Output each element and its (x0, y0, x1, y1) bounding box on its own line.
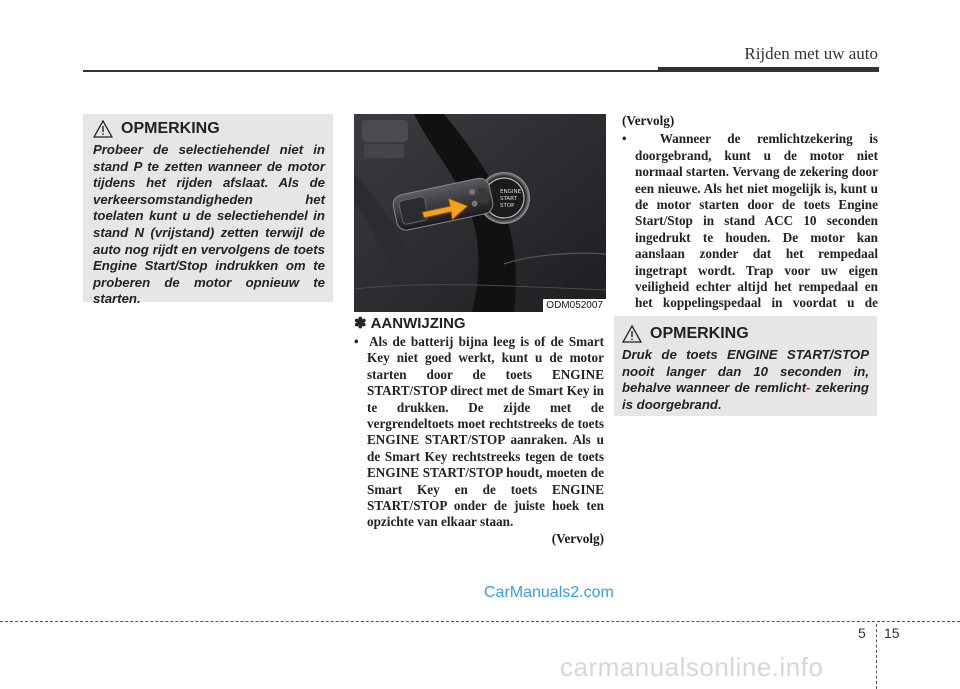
bullet-mark: • (622, 131, 627, 147)
warning-triangle-icon (93, 120, 113, 138)
aanwijzing-section (354, 312, 604, 547)
notice-header (622, 325, 869, 343)
bullet-mark: • (354, 334, 359, 349)
notice-body-a: Druk de toets ENGINE START/STOP nooit langer dan 10 seconden in, behalve wanneer de remlicht (622, 347, 869, 396)
column-3 (622, 113, 878, 328)
watermark-carmanuals2[interactable]: CarManuals2.com (484, 584, 614, 601)
col3-bullet (622, 131, 878, 328)
aanwijzing-header (354, 314, 604, 332)
notice-box-1 (83, 114, 333, 307)
hyphen-mark: - (806, 380, 811, 396)
warning-triangle-icon (622, 325, 642, 343)
page-number: 15 (884, 625, 900, 641)
col3-text: Wanneer de remlichtzekering is doorgebrand, kunt u de motor niet normaal starten. Vervang de zekering door een nieuwe. Als het niet mogelijk is, kunt u de motor starten door de toets Engine Start/Stop in stand ACC 10 seconden ingedrukt te houden. De motor kan aanslaan zonder dat het rempedaal ingetrapt wordt. Trap voor uw eigen veiligheid echter altijd het rempedaal en het koppelingspedaal in voordat u de (635, 131, 878, 311)
footer-rule (0, 621, 960, 622)
notice-header (93, 120, 325, 138)
aanwijzing-text: Als de batterij bijna leeg is of de Smart Key niet goed werkt, kunt u de motor starten door de toets ENGINE START/STOP direct met de Smart Key in te drukken. De zijde met de vergrendeltoets moet rechtstreeks de toets ENGINE START/STOP aanraken. Als u de Smart Key rechtstreeks tegen de toets ENGINE START/STOP houdt, moeten de Smart Key en de toets ENGINE START/STOP onder de juiste hoek ten opzichte van elkaar staan. (367, 334, 605, 530)
continued-label: (Vervolg) (622, 113, 675, 128)
notice-body: Probeer de selectiehendel niet in stand P te zetten wanneer de motor tijdens het rijden afslaat. Als de verkeersomstandigheden het toelaten kunt u de selectiehendel in stand N (vrijstand) zetten terwijl de auto nog rijdt en vervolgens de toets Engine Start/Stop indrukken om te proberen de motor opnieuw te starten. (93, 142, 325, 307)
button-label-start: START (500, 196, 517, 202)
aanwijzing-bullet (354, 334, 604, 531)
note-star-icon: ✽ (354, 315, 367, 332)
watermark-carmanualsonline[interactable]: carmanualsonline.info (560, 652, 824, 682)
header-rule-accent (658, 67, 879, 72)
notice-body-b: zekering is doorgebrand. (622, 380, 869, 412)
footer-divider (876, 624, 877, 689)
notice-title: OPMERKING (650, 325, 749, 342)
notice-body (622, 347, 869, 413)
notice-box-2 (614, 316, 877, 416)
chapter-number: 5 (858, 625, 866, 641)
figure-code: ODM052007 (543, 299, 606, 312)
header-title: Rijden met uw auto (744, 44, 878, 63)
notice-title: OPMERKING (121, 120, 220, 137)
continued-label: (Vervolg) (551, 530, 604, 546)
button-label-engine: ENGINE (500, 189, 522, 195)
smart-key-illustration (354, 114, 606, 312)
smart-key-photo (354, 114, 606, 312)
button-label-stop: STOP (500, 203, 515, 209)
aanwijzing-title: AANWIJZING (370, 315, 466, 332)
